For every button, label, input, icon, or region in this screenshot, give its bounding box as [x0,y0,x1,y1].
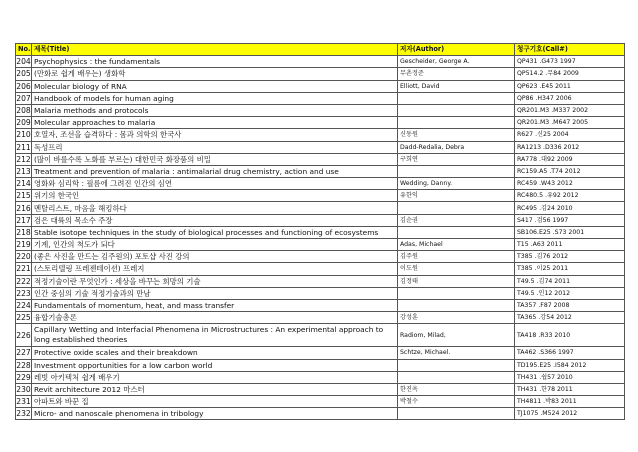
title-cell: (만화로 쉽게 배우는) 생화학 [32,68,398,80]
call-number-cell: T385 .김76 2012 [515,251,625,263]
call-number-cell: T385 .이25 2011 [515,263,625,275]
row-number: 230 [16,384,31,394]
call-number-cell: TH431 .쉽57 2010 [515,371,625,383]
table-row[interactable] [16,299,625,311]
row-number: 216 [16,203,31,213]
title-cell: Psychophysics : the fundamentals [32,56,398,68]
table-row[interactable] [16,251,625,263]
table-row[interactable] [16,287,625,299]
title-cell: 아파트와 바꾼 집 [32,396,398,408]
title-cell: 독성프리 [32,141,398,153]
author-cell [398,202,515,214]
header-call-number: 청구기호(Call#) [515,44,625,56]
call-number-cell: QR201.M3 .M337 2002 [515,104,625,116]
call-number-cell: QP514.2 .무84 2009 [515,68,625,80]
row-number: 222 [16,276,31,286]
title-cell: Micro- and nanoscale phenomena in tribology [32,408,398,420]
table-row[interactable] [16,239,625,251]
table-row[interactable] [16,190,625,202]
row-number: 231 [16,397,31,407]
table-row[interactable] [16,226,625,238]
row-number: 218 [16,227,31,237]
table-row[interactable] [16,56,625,68]
title-cell: 호열자, 조선을 습격하다 : 몸과 의학의 한국사 [32,129,398,141]
header-no: No. [16,44,32,56]
call-number-cell: TH4811 .박83 2011 [515,396,625,408]
call-number-cell: TD195.E25 .I584 2012 [515,359,625,371]
call-number-cell: QP86 .H347 2006 [515,92,625,104]
author-cell: 무촌정준 [398,68,515,80]
author-cell: Schtze, Michael. [398,347,515,359]
title-cell: 적정기술이란 무엇인가 : 세상을 바꾸는 희망의 기술 [32,275,398,287]
author-cell: 신동원 [398,129,515,141]
table-row[interactable] [16,275,625,287]
title-cell: (스토리텔링 프레젠테이션) 프레지 [32,263,398,275]
row-number: 211 [16,142,31,152]
row-number: 223 [16,288,31,298]
title-cell: 융합기술총론 [32,312,398,324]
catalog-sheet [15,43,624,420]
row-number: 208 [16,106,31,116]
call-number-cell: RA1213 .D336 2012 [515,141,625,153]
row-number: 215 [16,191,31,201]
row-number: 226 [16,324,32,347]
row-number: 206 [16,81,31,91]
table-row[interactable] [16,117,625,129]
table-row[interactable] [16,312,625,324]
row-number: 205 [16,69,31,79]
row-number: 209 [16,118,31,128]
call-number-cell: SB106.E25 .S73 2001 [515,226,625,238]
call-number-cell: QR201.M3 .M647 2005 [515,117,625,129]
title-cell: (많이 바를수록 노화를 부르는) 대한민국 화장품의 비밀 [32,153,398,165]
table-row[interactable] [16,263,625,275]
row-number: 225 [16,313,31,323]
author-cell: Gescheider, George A. [398,56,515,68]
row-number: 232 [16,409,31,419]
title-cell: 영화와 심리학 : 필름에 그려진 인간의 심연 [32,178,398,190]
row-number: 224 [16,301,31,311]
table-row[interactable] [16,408,625,420]
author-cell: Wedding, Danny. [398,178,515,190]
call-number-cell: RC480.5 .유92 2012 [515,190,625,202]
title-cell: Handbook of models for human aging [32,92,398,104]
row-number: 221 [16,264,31,274]
author-cell: 강성훈 [398,312,515,324]
author-cell: 김주원 [398,251,515,263]
call-number-cell: TA462 .S366 1997 [515,347,625,359]
author-cell: 박철수 [398,396,515,408]
table-row[interactable] [16,104,625,116]
call-number-cell: R627 .신25 2004 [515,129,625,141]
row-number: 210 [16,130,31,140]
author-cell [398,299,515,311]
table-row[interactable] [16,324,625,347]
author-cell: Elliott, David [398,80,515,92]
table-row[interactable] [16,92,625,104]
call-number-cell: QP623 .E45 2011 [515,80,625,92]
table-row[interactable] [16,68,625,80]
call-number-cell: RC159.A5 .T74 2012 [515,165,625,177]
title-cell: Molecular biology of RNA [32,80,398,92]
table-row[interactable] [16,383,625,395]
table-row[interactable] [16,129,625,141]
author-cell [398,226,515,238]
row-number: 228 [16,360,31,370]
row-number: 204 [16,57,31,67]
table-row[interactable] [16,214,625,226]
table-row[interactable] [16,347,625,359]
title-cell: 위기의 한국인 [32,190,398,202]
author-cell [398,408,515,420]
row-number: 207 [16,93,31,103]
header-title: 제목(Title) [32,44,398,56]
author-cell: 구희연 [398,153,515,165]
title-cell: Protective oxide scales and their breakdown [32,347,398,359]
author-cell [398,165,515,177]
title-cell: 검은 대륙의 목소수 주장 [32,214,398,226]
title-cell: Investment opportunities for a low carbon world [32,359,398,371]
table-row[interactable] [16,359,625,371]
author-cell [398,92,515,104]
row-number: 227 [16,348,31,358]
author-cell: 유한익 [398,190,515,202]
table-row[interactable] [16,80,625,92]
table-body [16,56,625,420]
table-row[interactable] [16,165,625,177]
row-number: 220 [16,252,31,262]
author-cell [398,359,515,371]
table-row[interactable] [16,202,625,214]
author-cell [398,287,515,299]
call-number-cell: RC459 .W43 2012 [515,178,625,190]
author-cell: 이도원 [398,263,515,275]
title-cell: 인간 중심의 기술 적정기술과의 만남 [32,287,398,299]
title-cell: 기계, 인간의 척도가 되다 [32,239,398,251]
title-cell: Capillary Wetting and Interfacial Phenomena in Microstructures : An experimental approach to long established theories [32,324,398,347]
table-row[interactable] [16,141,625,153]
call-number-cell: RC495 .김24 2010 [515,202,625,214]
row-number: 229 [16,372,31,382]
author-cell: Adas, Michael [398,239,515,251]
row-number: 219 [16,240,31,250]
call-number-cell: TA357 .F87 2008 [515,299,625,311]
title-cell: 멘탈리스트, 마음을 해킹하다 [32,202,398,214]
author-cell: 김정태 [398,275,515,287]
row-number: 212 [16,154,31,164]
call-number-cell: S417 .검56 1997 [515,214,625,226]
title-cell: (좋은 사진을 만드는 김주원의) 포토샵 사진 강의 [32,251,398,263]
author-cell [398,371,515,383]
row-number: 217 [16,215,31,225]
call-number-cell: TJ1075 .M524 2012 [515,408,625,420]
call-number-cell: T49.5 .김74 2011 [515,275,625,287]
table-row[interactable] [16,396,625,408]
author-cell [398,117,515,129]
call-number-cell: T15 .A63 2011 [515,239,625,251]
row-number: 213 [16,166,31,176]
author-cell: Dadd-Redalia, Debra [398,141,515,153]
title-cell: 레빗 아키텍처 쉽게 배우기 [32,371,398,383]
table-row[interactable] [16,153,625,165]
author-cell: Radiom, Milad, [398,324,515,347]
call-number-cell: RA778 .대92 2009 [515,153,625,165]
title-cell: Fundamentals of momentum, heat, and mass transfer [32,299,398,311]
header-row [16,44,625,56]
call-number-cell: TH431 .한78 2011 [515,383,625,395]
author-cell: 한진옥 [398,383,515,395]
title-cell: Revit architecture 2012 마스터 [32,383,398,395]
table-row[interactable] [16,178,625,190]
header-author: 저자(Author) [398,44,515,56]
call-number-cell: T49.5 .인12 2012 [515,287,625,299]
call-number-cell: TA365 .강54 2012 [515,312,625,324]
title-cell: Molecular approaches to malaria [32,117,398,129]
author-cell: 김순권 [398,214,515,226]
author-cell [398,104,515,116]
catalog-table [15,43,625,420]
table-row[interactable] [16,371,625,383]
title-cell: Malaria methods and protocols [32,104,398,116]
row-number: 214 [16,179,31,189]
call-number-cell: TA418 .R33 2010 [515,324,625,347]
call-number-cell: QP431 .G473 1997 [515,56,625,68]
title-cell: Treatment and prevention of malaria : antimalarial drug chemistry, action and use [32,165,398,177]
title-cell: Stable isotope techniques in the study of biological processes and functioning of ecosystems [32,226,398,238]
